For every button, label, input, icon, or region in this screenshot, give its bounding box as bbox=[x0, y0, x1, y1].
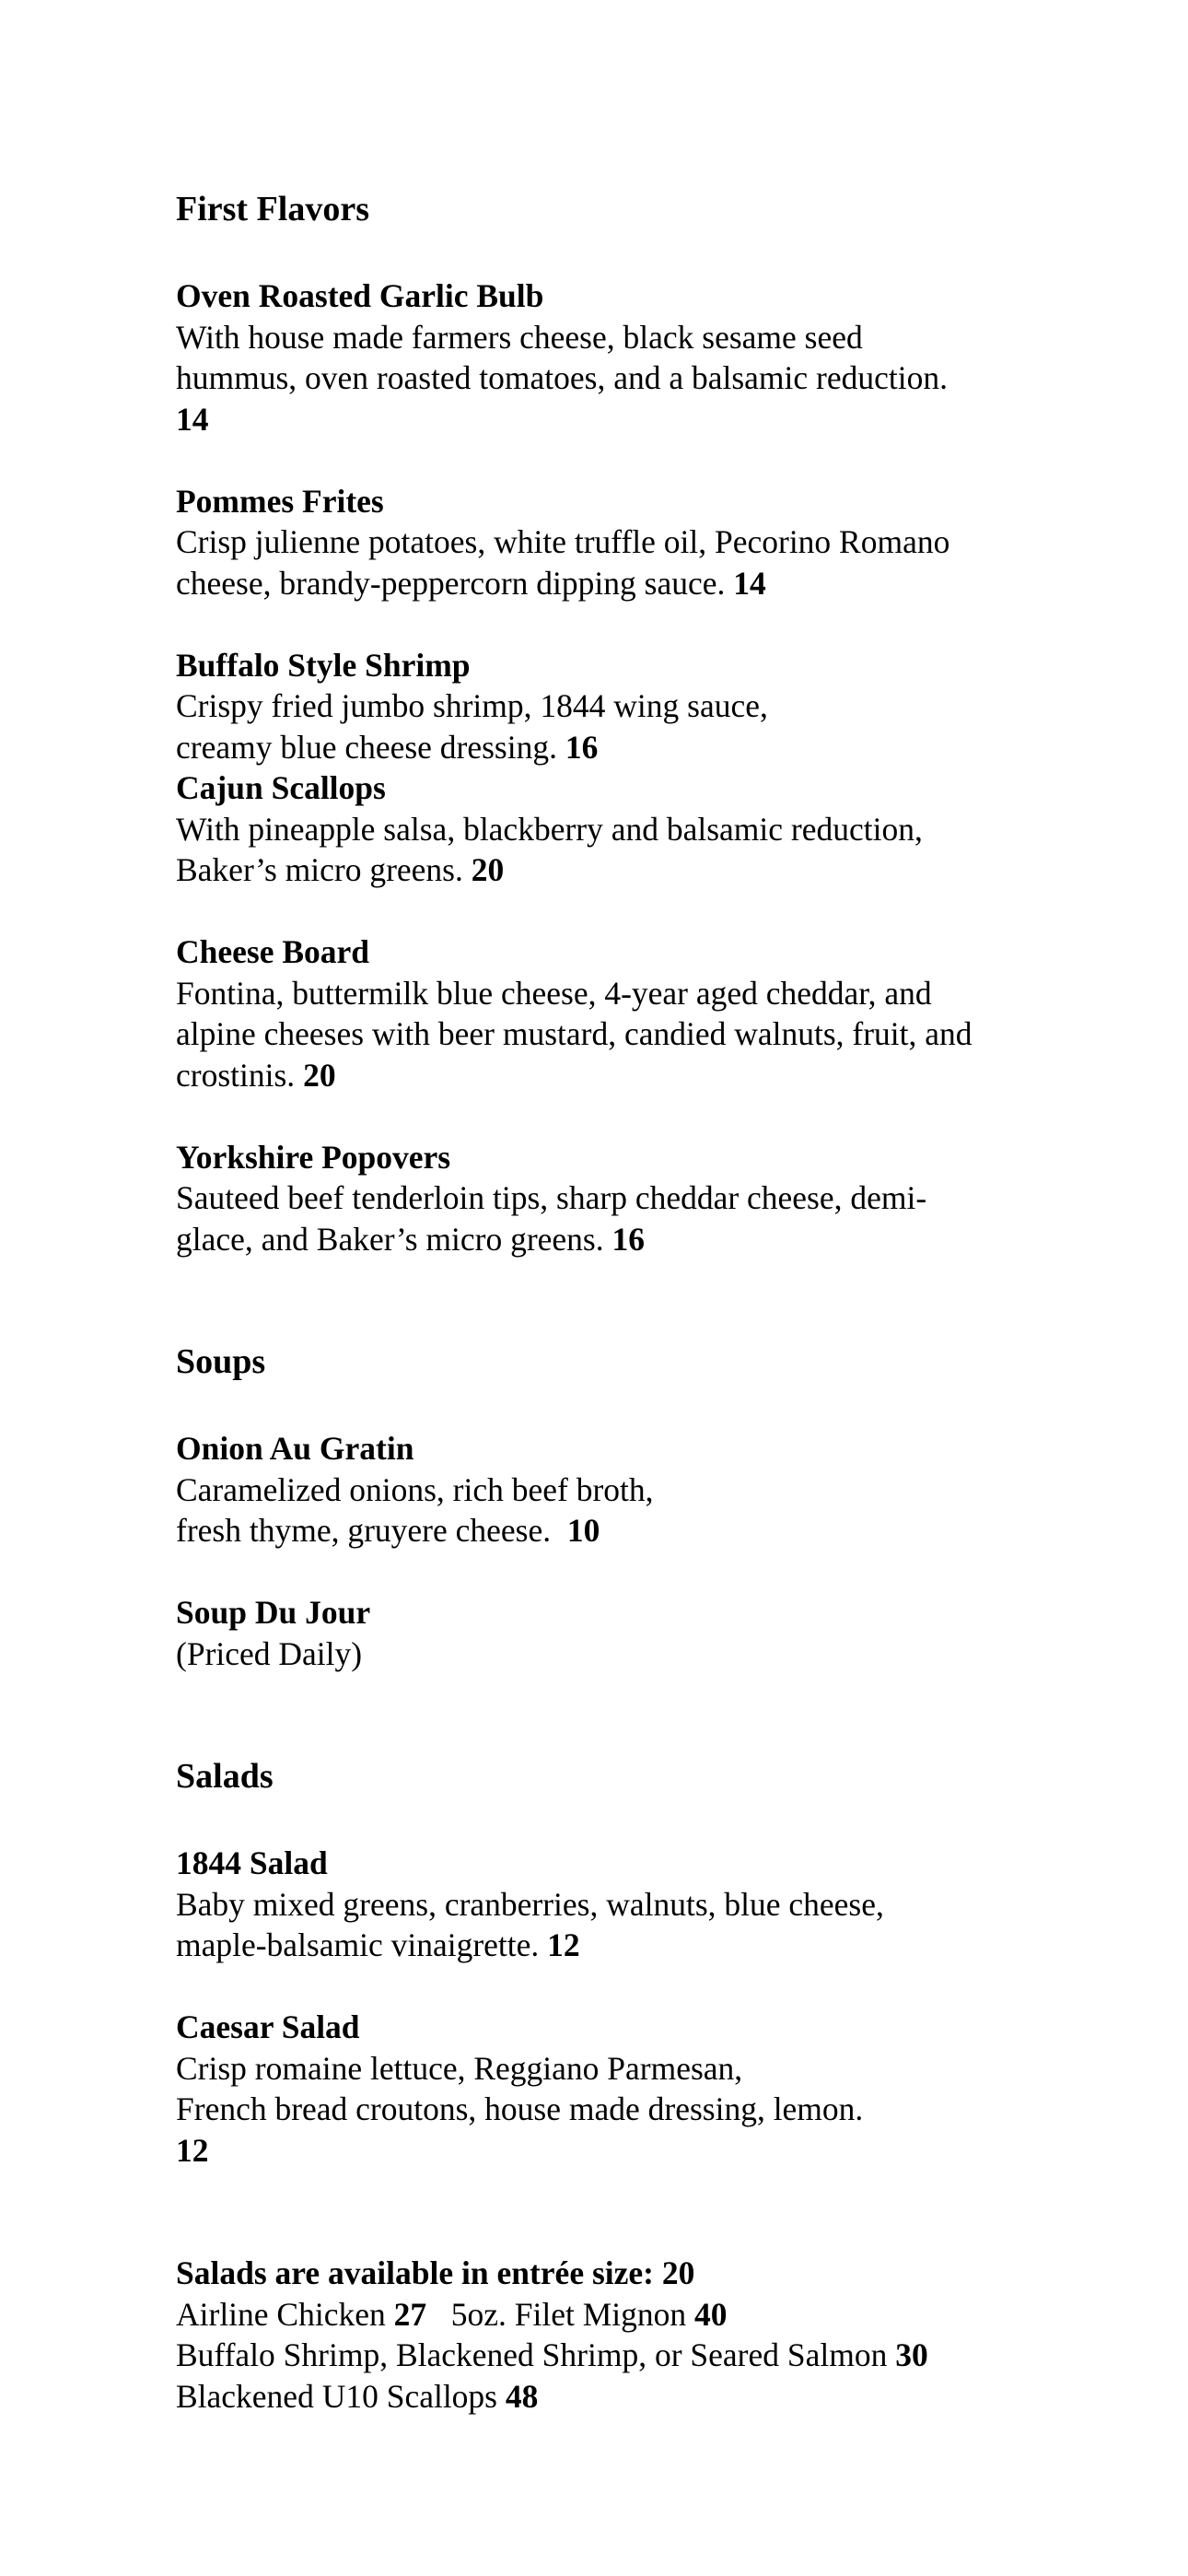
item-name: Cajun Scallops bbox=[176, 769, 386, 806]
menu-item bbox=[176, 1592, 1060, 1674]
entree-note-heading: Salads are available in entrée size: bbox=[176, 2254, 654, 2291]
entree-size-note bbox=[176, 2253, 1060, 2417]
item-description: fresh thyme, gruyere cheese. bbox=[176, 1512, 552, 1549]
item-description: Crispy fried jumbo shrimp, 1844 wing sauce, bbox=[176, 687, 768, 724]
item-name: Yorkshire Popovers bbox=[176, 1138, 451, 1176]
addon-label: Blackened U10 Scallops bbox=[176, 2377, 498, 2415]
item-description: Baker’s micro greens. bbox=[176, 851, 463, 888]
item-name: Caesar Salad bbox=[176, 2008, 360, 2045]
item-description: maple-balsamic vinaigrette. bbox=[176, 1926, 540, 1963]
item-price: 12 bbox=[176, 2131, 209, 2169]
menu-item bbox=[176, 2007, 1060, 2171]
section-soups bbox=[176, 1341, 1060, 1674]
item-description: glace, and Baker’s micro greens. bbox=[176, 1220, 604, 1258]
item-name: Pommes Frites bbox=[176, 482, 384, 520]
item-description: cheese, brandy-peppercorn dipping sauce. bbox=[176, 564, 726, 602]
item-price: 14 bbox=[176, 400, 209, 438]
section-title: First Flavors bbox=[176, 190, 370, 228]
menu-item bbox=[176, 275, 1060, 439]
item-description: Baby mixed greens, cranberries, walnuts, blue cheese, bbox=[176, 1885, 884, 1923]
item-name: Oven Roasted Garlic Bulb bbox=[176, 277, 544, 314]
addon-label: Airline Chicken bbox=[176, 2295, 386, 2333]
item-price: 16 bbox=[611, 1220, 645, 1258]
item-description: Crisp romaine lettuce, Reggiano Parmesan, bbox=[176, 2049, 743, 2087]
item-price: 10 bbox=[566, 1512, 600, 1549]
addon-price: 48 bbox=[505, 2377, 539, 2415]
section-title: Soups bbox=[176, 1342, 266, 1381]
menu-item bbox=[176, 1137, 1060, 1260]
menu-page bbox=[176, 189, 1060, 2417]
menu-item bbox=[176, 1428, 1060, 1551]
menu-item bbox=[176, 767, 1060, 891]
addon-price: 30 bbox=[895, 2336, 928, 2373]
item-description: Caramelized onions, rich beef broth, bbox=[176, 1470, 654, 1508]
item-name: Buffalo Style Shrimp bbox=[176, 646, 471, 684]
item-price: 12 bbox=[547, 1926, 580, 1963]
item-price: 20 bbox=[303, 1056, 336, 1094]
section-salads bbox=[176, 1756, 1060, 2171]
item-description: crostinis. bbox=[176, 1056, 296, 1094]
item-price: 16 bbox=[565, 728, 599, 766]
item-description: creamy blue cheese dressing. bbox=[176, 728, 557, 766]
menu-item bbox=[176, 1843, 1060, 1966]
item-description: hummus, oven roasted tomatoes, and a balsamic reduction. bbox=[176, 359, 948, 396]
item-description: alpine cheeses with beer mustard, candied walnuts, fruit, and bbox=[176, 1015, 973, 1052]
section-first-flavors bbox=[176, 189, 1060, 1259]
addon-price: 27 bbox=[393, 2295, 427, 2333]
item-description: Fontina, buttermilk blue cheese, 4-year aged cheddar, and bbox=[176, 974, 932, 1012]
addon-label: Buffalo Shrimp, Blackened Shrimp, or Seared Salmon bbox=[176, 2336, 888, 2373]
item-name: Cheese Board bbox=[176, 933, 370, 970]
item-name: Onion Au Gratin bbox=[176, 1430, 414, 1467]
section-title: Salads bbox=[176, 1757, 274, 1796]
item-description: With pineapple salsa, blackberry and balsamic reduction, bbox=[176, 810, 923, 848]
item-name: Soup Du Jour bbox=[176, 1594, 371, 1631]
item-name: 1844 Salad bbox=[176, 1844, 328, 1881]
item-description: French bread croutons, house made dressing, lemon. bbox=[176, 2090, 864, 2127]
menu-item bbox=[176, 481, 1060, 604]
menu-item bbox=[176, 645, 1060, 768]
entree-note-price: 20 bbox=[661, 2254, 695, 2291]
item-description: (Priced Daily) bbox=[176, 1634, 363, 1672]
addon-price: 40 bbox=[694, 2295, 728, 2333]
item-description: Sauteed beef tenderloin tips, sharp cheddar cheese, demi- bbox=[176, 1179, 927, 1216]
addon-label: 5oz. Filet Mignon bbox=[450, 2295, 687, 2333]
item-description: Crisp julienne potatoes, white truffle oil, Pecorino Romano bbox=[176, 523, 950, 560]
item-description: With house made farmers cheese, black sesame seed bbox=[176, 318, 863, 356]
item-price: 20 bbox=[471, 851, 505, 888]
item-price: 14 bbox=[733, 564, 766, 602]
menu-item bbox=[176, 931, 1060, 1095]
